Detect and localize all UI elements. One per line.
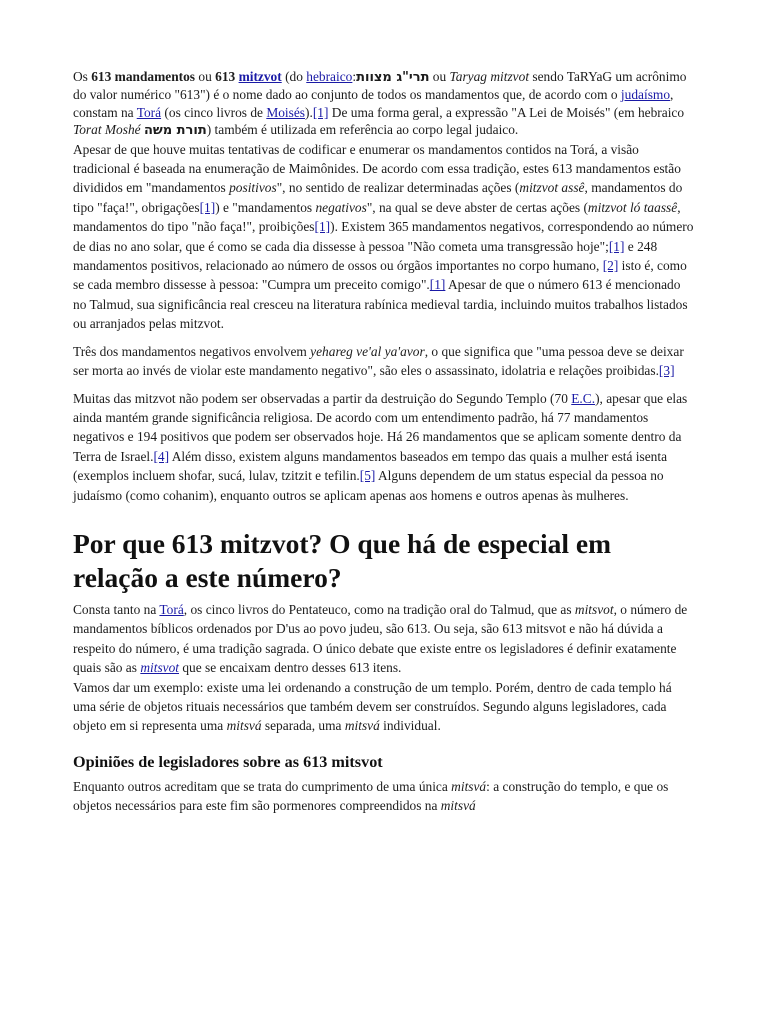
link-ec[interactable]: E.C.	[571, 390, 596, 406]
reference-link[interactable]: [2]	[602, 258, 619, 274]
text: : a construção do templo, e que os objetos necessários para este fim são pormenores compreendidos na	[73, 778, 669, 814]
subsection-heading: Opiniões de legisladores sobre as 613 mitsvot	[73, 752, 383, 771]
text: (do	[281, 69, 307, 84]
text: ) também é utilizada em referência ao corpo legal judaico.	[206, 122, 519, 138]
section-heading: Por que 613 mitzvot? O que há de especial em relação a este número?	[73, 527, 611, 593]
article	[73, 68, 697, 816]
bold-term: 613 mandamentos	[91, 69, 196, 84]
text: ) e "mandamentos	[215, 199, 316, 215]
reference-link[interactable]: [1]	[429, 277, 446, 293]
italic-term: yehareg ve'al ya'avor	[310, 343, 425, 359]
italic-term: negativos	[315, 199, 367, 215]
link-tora[interactable]: Torá	[136, 104, 162, 120]
text: individual.	[379, 718, 441, 734]
italic-term: mitzvot ló taassê	[587, 199, 678, 215]
text: ou	[195, 69, 216, 84]
link-tora[interactable]: Torá	[159, 601, 184, 617]
text: ), apesar que elas ainda mantém grande significância religiosa. De acordo com um entendimento padrão, há 77 mandamentos negativos e 194 positivos que podem ser observados hoje. Há 26 mandamentos que se aplicam somente dentro da Terra de Israel.	[73, 390, 688, 464]
reference-link[interactable]: [1]	[312, 104, 329, 120]
link-mitzvot[interactable]: mitzvot	[238, 69, 282, 84]
text: Os	[73, 69, 92, 84]
text: sendo TaRYaG um acrônimo do valor numérico "613") é o nome dado ao conjunto de todos os mandamentos que, de acordo com o	[73, 69, 687, 103]
text: que se encaixam dentro desses 613 itens.	[179, 660, 402, 676]
italic-term: positivos	[229, 180, 277, 196]
text: Três dos mandamentos negativos envolvem	[73, 343, 311, 359]
italic-term: mitsvá	[226, 718, 262, 734]
italic-term: mitsvá	[451, 778, 487, 794]
text: Consta tanto na	[73, 601, 160, 617]
example-paragraph	[73, 678, 697, 736]
italic-term: mitzvot assê	[519, 180, 585, 196]
text: ). Existem 365 mandamentos negativos, correspondendo ao número de dias no ano solar, que é como se cada dia dissesse à pessoa "Não cometa uma transgressão hoje";	[73, 219, 694, 254]
link-hebraico[interactable]: hebraico	[306, 69, 353, 84]
text: , mandamentos do tipo "não faça!", proibições	[73, 199, 681, 235]
link-mitsvot[interactable]: mitsvot	[140, 660, 180, 676]
text: , o que significa que "uma pessoa deve se deixar ser morta ao invés de violar este mandamento negativo", são eles o assassinato, idolatria e relações proibidas.	[73, 343, 684, 379]
temple-paragraph	[73, 389, 697, 505]
yehareg-paragraph	[73, 342, 697, 381]
text: ", no sentido de realizar determinadas ações (	[276, 180, 520, 196]
text: Vamos dar um exemplo: existe uma lei ordenando a construção de um templo. Porém, dentro de cada templo há uma série de objetos rituais necessários que também devem ser construídos. Segundo alguns legisladores, cada objeto em si representa uma	[73, 679, 672, 734]
text: Enquanto outros acreditam que se trata do cumprimento de uma única	[73, 778, 452, 794]
text: (os cinco livros de	[161, 104, 267, 120]
opinions-paragraph	[73, 777, 697, 816]
text: Muitas das mitzvot não podem ser observadas a partir da destruição do Segundo Templo (70	[73, 390, 572, 406]
text: e 248 mandamentos positivos, relacionado ao número de ossos ou órgãos importantes no corpo humano,	[73, 238, 658, 274]
text: Apesar de que houve muitas tentativas de codificar e enumerar os mandamentos contidos na Torá, a visão tradicional é baseada na enumeração de Maimônides. De acordo com essa tradição, estes 613 mandamentos estão divididos em "mandamentos	[73, 141, 681, 196]
reference-link[interactable]: [1]	[199, 199, 216, 215]
reference-link[interactable]: [5]	[359, 468, 376, 484]
text: , o número de mandamentos bíblicos ordenados por D'us ao povo judeu, são 613. Ou seja, são 613 mitsvot e não há dúvida a respeito do número, é uma tradição sagrada. O único debate que existe entre os legisladores é definir exatamente quais são as	[73, 601, 688, 676]
bold-term: 613	[215, 69, 236, 84]
text: ", na qual se deve abster de certas ações (	[366, 199, 588, 215]
text: , mandamentos do tipo "faça!", obrigações	[73, 180, 683, 215]
reference-link[interactable]: [4]	[153, 448, 170, 464]
text: ).	[305, 104, 313, 120]
link-moises[interactable]: Moisés	[266, 104, 306, 120]
text: De uma forma geral, a expressão "A Lei de Moisés" (em hebraico	[328, 104, 685, 120]
text: isto é, como se cada membro dissesse à pessoa: "Cumpra um preceito comigo".	[73, 258, 687, 293]
hebrew-text: תרי"ג מצוות	[356, 70, 430, 85]
text: , constam na	[73, 87, 674, 120]
italic-term: mitsvot	[574, 601, 614, 617]
link-judaismo[interactable]: judaísmo	[620, 87, 671, 103]
italic-term: Taryag mitzvot	[449, 69, 530, 84]
hebrew-text: תורת משה	[143, 123, 207, 139]
reference-link[interactable]: [1]	[314, 219, 331, 235]
text: , os cinco livros do Pentateuco, como na tradição oral do Talmud, que as	[183, 601, 575, 617]
reference-link[interactable]: [3]	[658, 363, 675, 379]
intro-paragraph	[73, 68, 697, 140]
text: Apesar de que o número 613 é mencionado no Talmud, sua significância real cresceu na literatura rabínica medieval tardia, incluindo muitos trabalhos listados ou arranjados pelas mitzvot.	[73, 277, 688, 332]
tora-paragraph	[73, 600, 697, 678]
text: separada, uma	[261, 718, 345, 734]
italic-term: Torat Moshé	[73, 122, 141, 138]
maimonides-paragraph	[73, 140, 697, 334]
text: ou	[429, 69, 450, 84]
text: Além disso, existem alguns mandamentos baseados em tempo das quais a mulher está isenta (exemplos incluem shofar, sucá, lulav, tzitzit e tefilin.	[73, 448, 668, 484]
italic-term: mitsvá	[440, 798, 476, 814]
reference-link[interactable]: [1]	[608, 238, 625, 254]
italic-term: mitsvá	[344, 718, 380, 734]
text: :	[352, 69, 357, 84]
text: Alguns dependem de um status especial da pessoa no judaísmo (como cohanim), enquanto outros se aplicam apenas aos homens e outros apenas às mulheres.	[73, 468, 664, 503]
